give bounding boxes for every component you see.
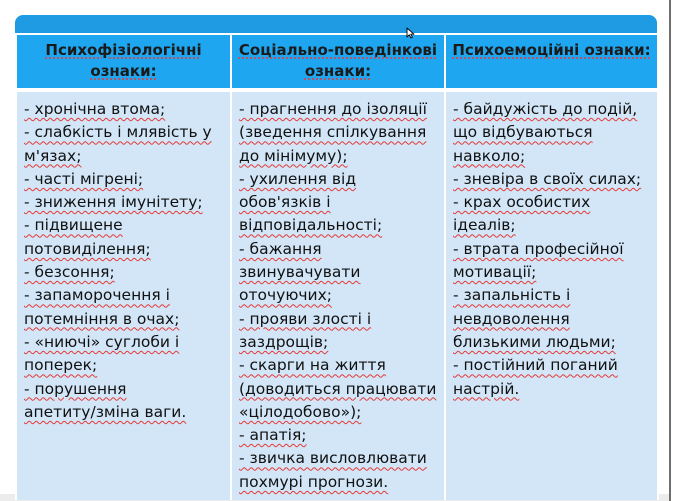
list-item-text: обов'язків і	[239, 193, 331, 212]
cell-psychoemotional	[445, 90, 658, 500]
list-item-text: - прагнення до ізоляції	[239, 100, 427, 118]
list-item-text: - прояви злості і	[239, 309, 372, 328]
list-item	[239, 284, 438, 307]
list-item-text: похмурі прогнози.	[239, 472, 389, 491]
list-item	[24, 261, 224, 284]
list-item	[239, 308, 438, 331]
list-item	[239, 145, 438, 168]
list-item	[24, 331, 224, 354]
list-item	[239, 424, 438, 447]
header-label: Психоемоційні ознаки:	[452, 41, 651, 59]
list-item-text: - зневіра в своїх силах;	[453, 169, 642, 188]
cell-psychophysiological	[16, 90, 231, 500]
list-item-text: звинувачувати	[239, 263, 361, 282]
header-label: Психофізіологічні ознаки:	[45, 41, 202, 80]
list-item-text: невдоволення	[453, 309, 570, 328]
list-item	[453, 121, 651, 144]
list-item	[24, 401, 224, 424]
list-item-text: м'язах;	[24, 146, 82, 165]
list-item-text: навколо;	[453, 146, 526, 165]
list-item	[239, 214, 438, 237]
list-item	[239, 378, 438, 401]
list-item	[24, 354, 224, 377]
list-item	[239, 98, 438, 121]
list-item-text: - зниження імунітету;	[24, 193, 203, 212]
list-item	[453, 238, 651, 261]
list-item-text: - крах особистих	[453, 193, 591, 212]
list-item-text: заздрощів;	[239, 332, 329, 351]
list-item	[453, 354, 651, 377]
list-item-text: до мінімуму);	[239, 146, 348, 165]
list-item	[239, 354, 438, 377]
list-item	[239, 121, 438, 144]
list-item-text: - підвищене	[24, 216, 123, 235]
list-item-text: - скарги на життя	[239, 356, 386, 375]
list-item	[239, 238, 438, 261]
list-item-text: - хронічна втома;	[24, 100, 166, 118]
cell-social-behavioral	[231, 90, 445, 500]
list-item-text: поперек;	[24, 356, 98, 375]
list-item	[453, 145, 651, 168]
list-item-text: близькими людьми;	[453, 332, 616, 351]
symptoms-table-container	[15, 33, 657, 494]
list-item	[24, 378, 224, 401]
list-item-text: (зведення спілкування	[239, 123, 427, 142]
table-row	[16, 90, 658, 500]
list-item-text: «цілодобово»);	[239, 402, 362, 421]
list-item	[453, 98, 651, 121]
list-item-text: ідеалів;	[453, 216, 516, 235]
list-item	[24, 121, 224, 144]
list-item	[24, 98, 224, 121]
header-label: Соціально-поведінкові ознаки:	[238, 41, 438, 80]
list-item	[453, 378, 651, 401]
list-item-text: - постійний поганий	[453, 356, 618, 375]
list-item-text: мотивації;	[453, 263, 537, 282]
list-item-text: - ухилення від	[239, 169, 357, 188]
list-item	[239, 401, 438, 424]
header-psychoemotional	[445, 34, 658, 90]
list-item-text: - слабкість і млявість у	[24, 123, 212, 142]
list-item	[239, 191, 438, 214]
list-item-text: - «ниючі» суглоби і	[24, 332, 180, 351]
list-item	[24, 284, 224, 307]
list-item	[24, 191, 224, 214]
list-item-text: апетиту/зміна ваги.	[24, 402, 187, 421]
list-item	[24, 145, 224, 168]
list-item	[453, 168, 651, 191]
list-item	[24, 238, 224, 261]
header-psychophysiological	[16, 34, 231, 90]
header-social-behavioral	[231, 34, 445, 90]
list-item	[24, 308, 224, 331]
list-item	[239, 331, 438, 354]
list-item	[24, 168, 224, 191]
list-item-text: (доводиться працювати	[239, 379, 437, 398]
list-item-text: - часті мігрені;	[24, 169, 144, 188]
list-item-text: відповідальності;	[239, 216, 383, 235]
list-item-text: - порушення	[24, 379, 127, 398]
list-item	[453, 191, 651, 214]
list-item-text: - втрата професійної	[453, 239, 624, 258]
window-edge	[669, 0, 671, 501]
symptoms-table	[15, 33, 659, 500]
list-item	[239, 471, 438, 494]
list-item-text: - звичка висловлювати	[239, 449, 427, 468]
list-item	[24, 214, 224, 237]
list-item-text: настрій.	[453, 379, 520, 398]
list-item	[453, 284, 651, 307]
list-item	[453, 308, 651, 331]
list-item-text: потемніння в очах;	[24, 309, 180, 328]
list-item-text: - запальність і	[453, 286, 571, 305]
list-item	[453, 214, 651, 237]
list-item-text: що відбуваються	[453, 123, 593, 142]
list-item-text: - запаморочення і	[24, 286, 170, 305]
list-item	[453, 331, 651, 354]
list-item-text: - апатія;	[239, 426, 307, 445]
list-item-text: оточуючих;	[239, 286, 332, 305]
list-item-text: - байдужість до подій,	[453, 100, 638, 118]
list-item	[239, 261, 438, 284]
list-item	[453, 261, 651, 284]
list-item	[239, 447, 438, 470]
mouse-cursor-icon	[406, 27, 415, 39]
list-item-text: - бажання	[239, 239, 322, 258]
table-header-row	[16, 34, 658, 90]
list-item	[239, 168, 438, 191]
list-item-text: - безсоння;	[24, 263, 115, 282]
list-item-text: потовиділення;	[24, 239, 151, 258]
